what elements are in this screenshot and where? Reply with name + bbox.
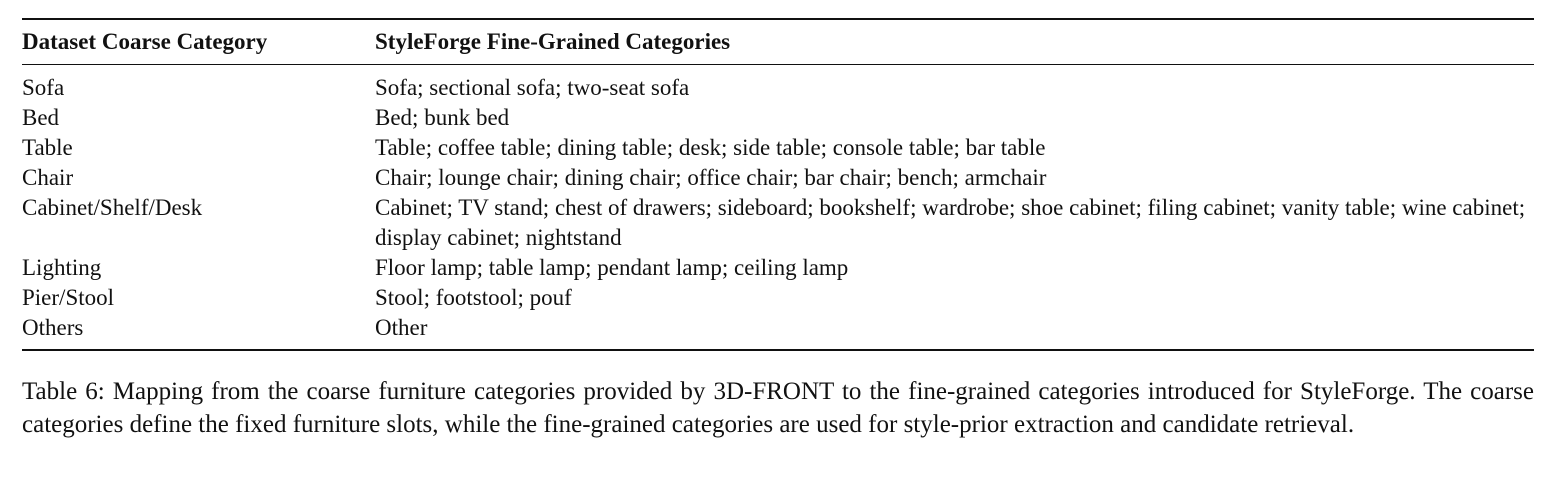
table-row — [22, 163, 1534, 193]
coarse-cell: Bed — [22, 105, 60, 130]
fine-cell: Sofa; sectional sofa; two-seat sofa — [375, 75, 690, 100]
header-fine-grained-categories: StyleForge Fine-Grained Categories — [375, 29, 731, 54]
table-row — [22, 73, 1534, 103]
category-mapping-table — [22, 18, 1534, 351]
header-coarse-category: Dataset Coarse Category — [22, 29, 268, 54]
coarse-cell: Pier/Stool — [22, 285, 115, 310]
table-caption: Table 6: Mapping from the coarse furniture categories provided by 3D-FRONT to the fine-grained categories introduced for StyleForge. The coarse categories define the fixed furniture slots, while the fine-grained categories are used for style-prior extraction and candidate retrieval. — [22, 378, 1534, 438]
coarse-cell: Sofa — [22, 75, 65, 100]
coarse-cell: Cabinet/Shelf/Desk — [22, 195, 203, 220]
coarse-cell: Lighting — [22, 255, 102, 280]
table-row — [22, 193, 1534, 253]
coarse-cell: Others — [22, 315, 84, 340]
table-row — [22, 313, 1534, 343]
fine-cell: Bed; bunk bed — [375, 105, 510, 130]
fine-cell: Stool; footstool; pouf — [375, 285, 572, 310]
coarse-cell: Table — [22, 135, 73, 160]
table-body — [22, 65, 1534, 349]
table-row — [22, 133, 1534, 163]
table-row — [22, 283, 1534, 313]
table-row — [22, 103, 1534, 133]
fine-cell: Table; coffee table; dining table; desk; side table; console table; bar table — [375, 135, 1046, 160]
bottom-rule — [22, 349, 1534, 351]
table-header — [22, 20, 1534, 64]
coarse-cell: Chair — [22, 165, 74, 190]
fine-cell: Other — [375, 315, 428, 340]
table-row — [22, 253, 1534, 283]
fine-cell: Cabinet; TV stand; chest of drawers; sideboard; bookshelf; wardrobe; shoe cabinet; filing cabinet; vanity table; wine cabinet; display cabinet; nightstand — [375, 195, 1526, 250]
fine-cell: Floor lamp; table lamp; pendant lamp; ceiling lamp — [375, 255, 849, 280]
fine-cell: Chair; lounge chair; dining chair; office chair; bar chair; bench; armchair — [375, 165, 1047, 190]
